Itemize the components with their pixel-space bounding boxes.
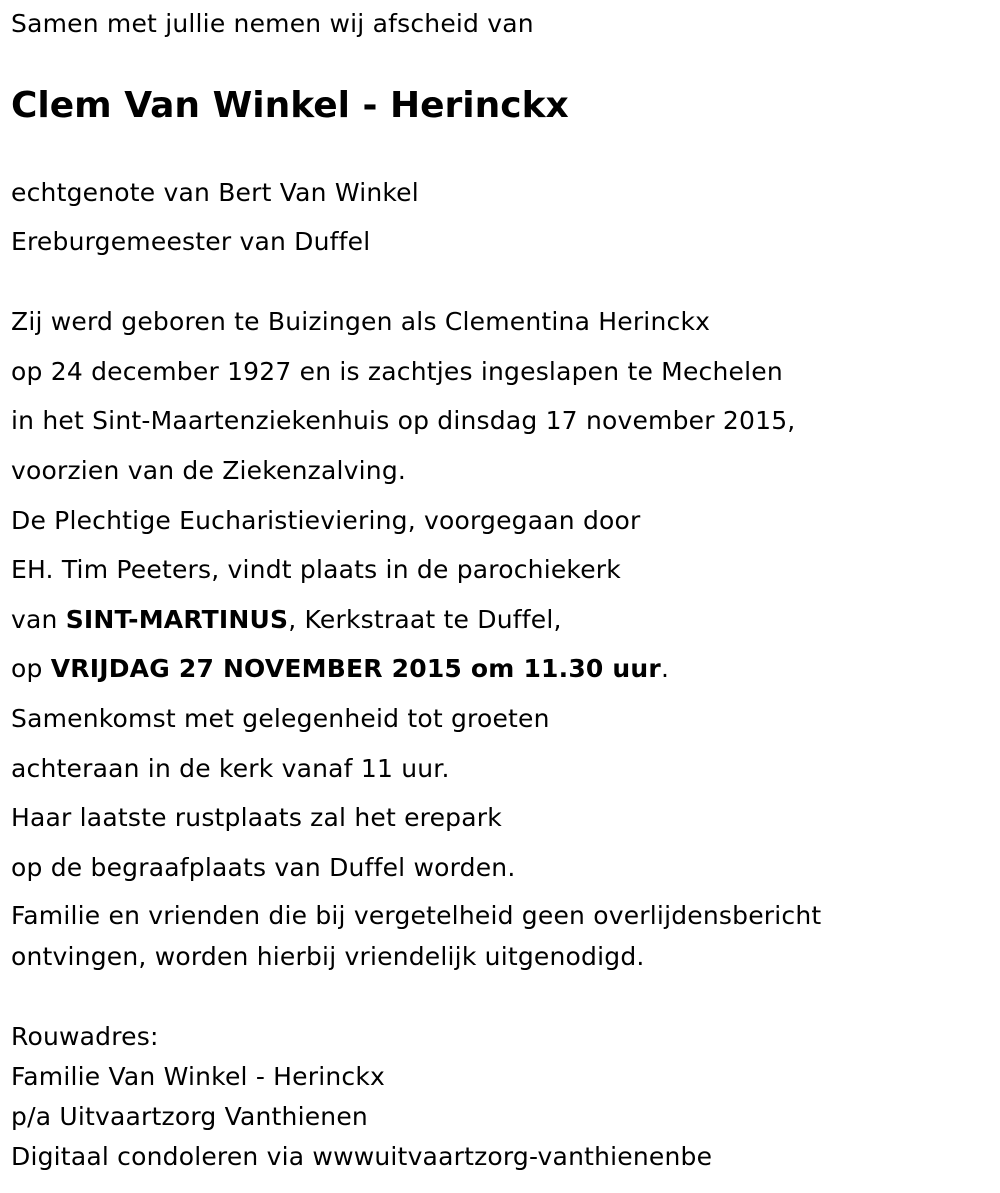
body-line-14: ontvingen, worden hierbij vriendelijk uitgenodigd.	[11, 942, 645, 971]
body-line-13: Familie en vrienden die bij vergetelheid geen overlijdensbericht	[11, 901, 822, 930]
body-line-6: EH. Tim Peeters, vindt plaats in de parochiekerk	[11, 555, 621, 584]
address-label: Rouwadres:	[11, 1022, 159, 1051]
church-location: , Kerkstraat te Duffel,	[288, 605, 562, 634]
body-line-11: Haar laatste rustplaats zal het erepark	[11, 803, 502, 832]
body-line-4: voorzien van de Ziekenzalving.	[11, 456, 407, 485]
body-line-3: in het Sint-Maartenziekenhuis op dinsdag 17 november 2015,	[11, 406, 796, 435]
address-line-2: p/a Uitvaartzorg Vanthienen	[11, 1102, 368, 1131]
body-line-9: Samenkomst met gelegenheid tot groeten	[11, 704, 550, 733]
date-suffix: .	[660, 654, 670, 683]
body-line-12: op de begraafplaats van Duffel worden.	[11, 853, 516, 882]
spouse-line: echtgenote van Bert Van Winkel	[11, 178, 419, 207]
address-line-3: Digitaal condoleren via wwwuitvaartzorg-vanthienenbe	[11, 1142, 713, 1171]
funeral-datetime: VRIJDAG 27 NOVEMBER 2015 om 11.30 uur	[50, 654, 661, 683]
body-line-1: Zij werd geboren te Buizingen als Clementina Herinckx	[11, 307, 711, 336]
spouse-title-line: Ereburgemeester van Duffel	[11, 227, 371, 256]
body-line-5: De Plechtige Eucharistieviering, voorgegaan door	[11, 506, 641, 535]
church-name: SINT-MARTINUS	[65, 605, 289, 634]
church-prefix: van	[11, 605, 66, 634]
intro-text: Samen met jullie nemen wij afscheid van	[11, 9, 534, 38]
body-line-7	[11, 604, 562, 636]
body-line-8	[11, 653, 669, 685]
body-line-2: op 24 december 1927 en is zachtjes ingeslapen te Mechelen	[11, 357, 783, 386]
body-line-10: achteraan in de kerk vanaf 11 uur.	[11, 754, 450, 783]
address-line-1: Familie Van Winkel - Herinckx	[11, 1062, 386, 1091]
deceased-name: Clem Van Winkel - Herinckx	[11, 85, 569, 126]
date-prefix: op	[11, 654, 51, 683]
